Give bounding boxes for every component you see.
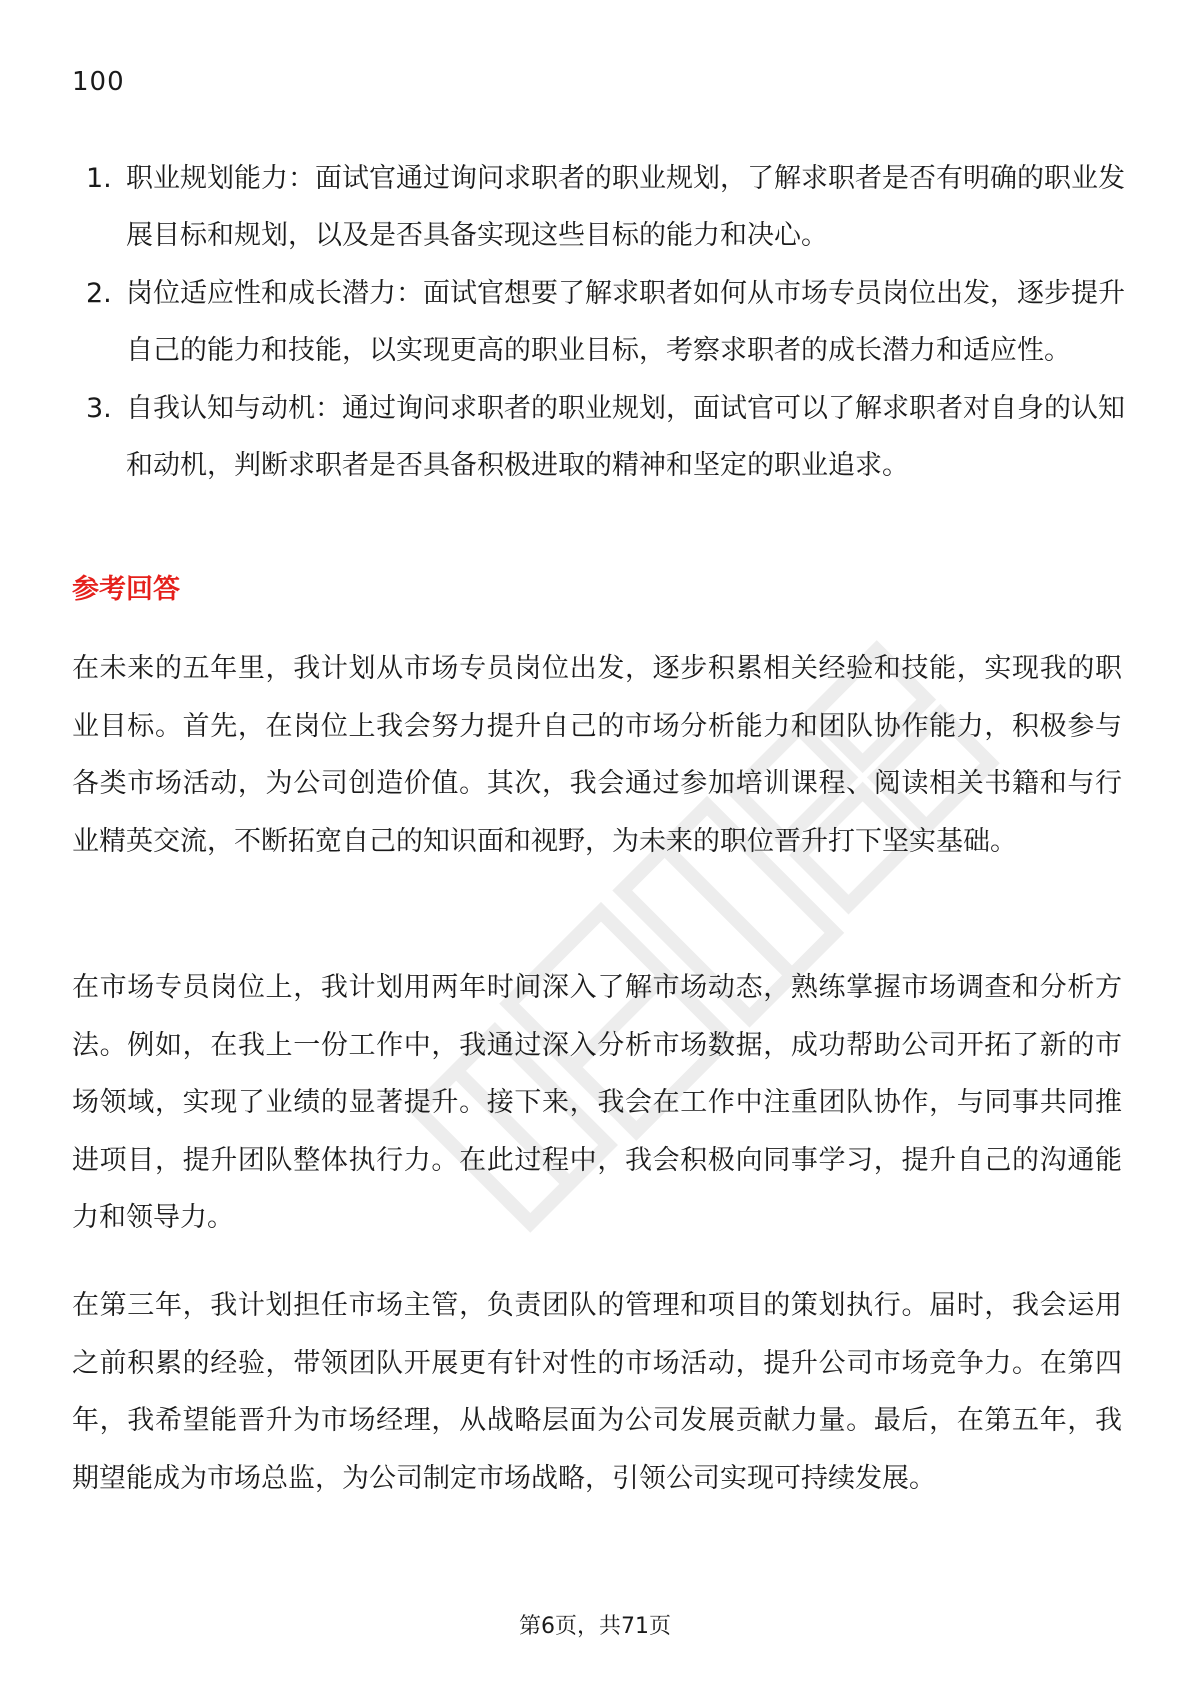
list-item-text: 岗位适应性和成长潜力：面试官想要了解求职者如何从市场专员岗位出发，逐步提升自己的能力和技能，以实现更高的职业目标，考察求职者的成长潜力和适应性。 — [126, 278, 1125, 366]
answer-paragraph: 在未来的五年里，我计划从市场专员岗位出发，逐步积累相关经验和技能，实现我的职业目标。首先，在岗位上我会努力提升自己的市场分析能力和团队协作能力，积极参与各类市场活动，为公司创造价值。其次，我会通过参加培训课程、阅读相关书籍和与行业精英交流，不断拓宽自己的知识面和视野，为未来的职位晋升打下坚实基础。 — [72, 653, 1122, 857]
answer-paragraph: 在市场专员岗位上，我计划用两年时间深入了解市场动态，熟练掌握市场调查和分析方法。例如，在我上一份工作中，我通过深入分析市场数据，成功帮助公司开拓了新的市场领域，实现了业绩的显著提升。接下来，我会在工作中注重团队协作，与同事共同推进项目，提升团队整体执行力。在此过程中，我会积极向同事学习，提升自己的沟通能力和领导力。 — [72, 972, 1122, 1233]
list-item-number: 3. — [86, 393, 112, 424]
list-item-text: 职业规划能力：面试官通过询问求职者的职业规划，了解求职者是否有明确的职业发展目标和规划，以及是否具备实现这些目标的能力和决心。 — [126, 163, 1125, 251]
list-item-number: 2. — [86, 278, 112, 309]
list-item — [86, 150, 1126, 264]
list-item — [86, 380, 1126, 494]
page-number-top: 100 — [72, 67, 125, 97]
page-footer: 第6页，共71页 — [519, 1614, 671, 1639]
list-item — [86, 265, 1126, 379]
list-item-number: 1. — [86, 163, 112, 194]
section-heading: 参考回答 — [72, 574, 180, 605]
answer-paragraph: 在第三年，我计划担任市场主管，负责团队的管理和项目的策划执行。届时，我会运用之前积累的经验，带领团队开展更有针对性的市场活动，提升公司市场竞争力。在第四年，我希望能晋升为市场经理，从战略层面为公司发展贡献力量。最后，在第五年，我期望能成为市场总监，为公司制定市场战略，引领公司实现可持续发展。 — [72, 1290, 1122, 1494]
reason-list — [86, 150, 1126, 494]
list-item-text: 自我认知与动机：通过询问求职者的职业规划，面试官可以了解求职者对自身的认知和动机，判断求职者是否具备积极进取的精神和坚定的职业追求。 — [126, 393, 1125, 481]
